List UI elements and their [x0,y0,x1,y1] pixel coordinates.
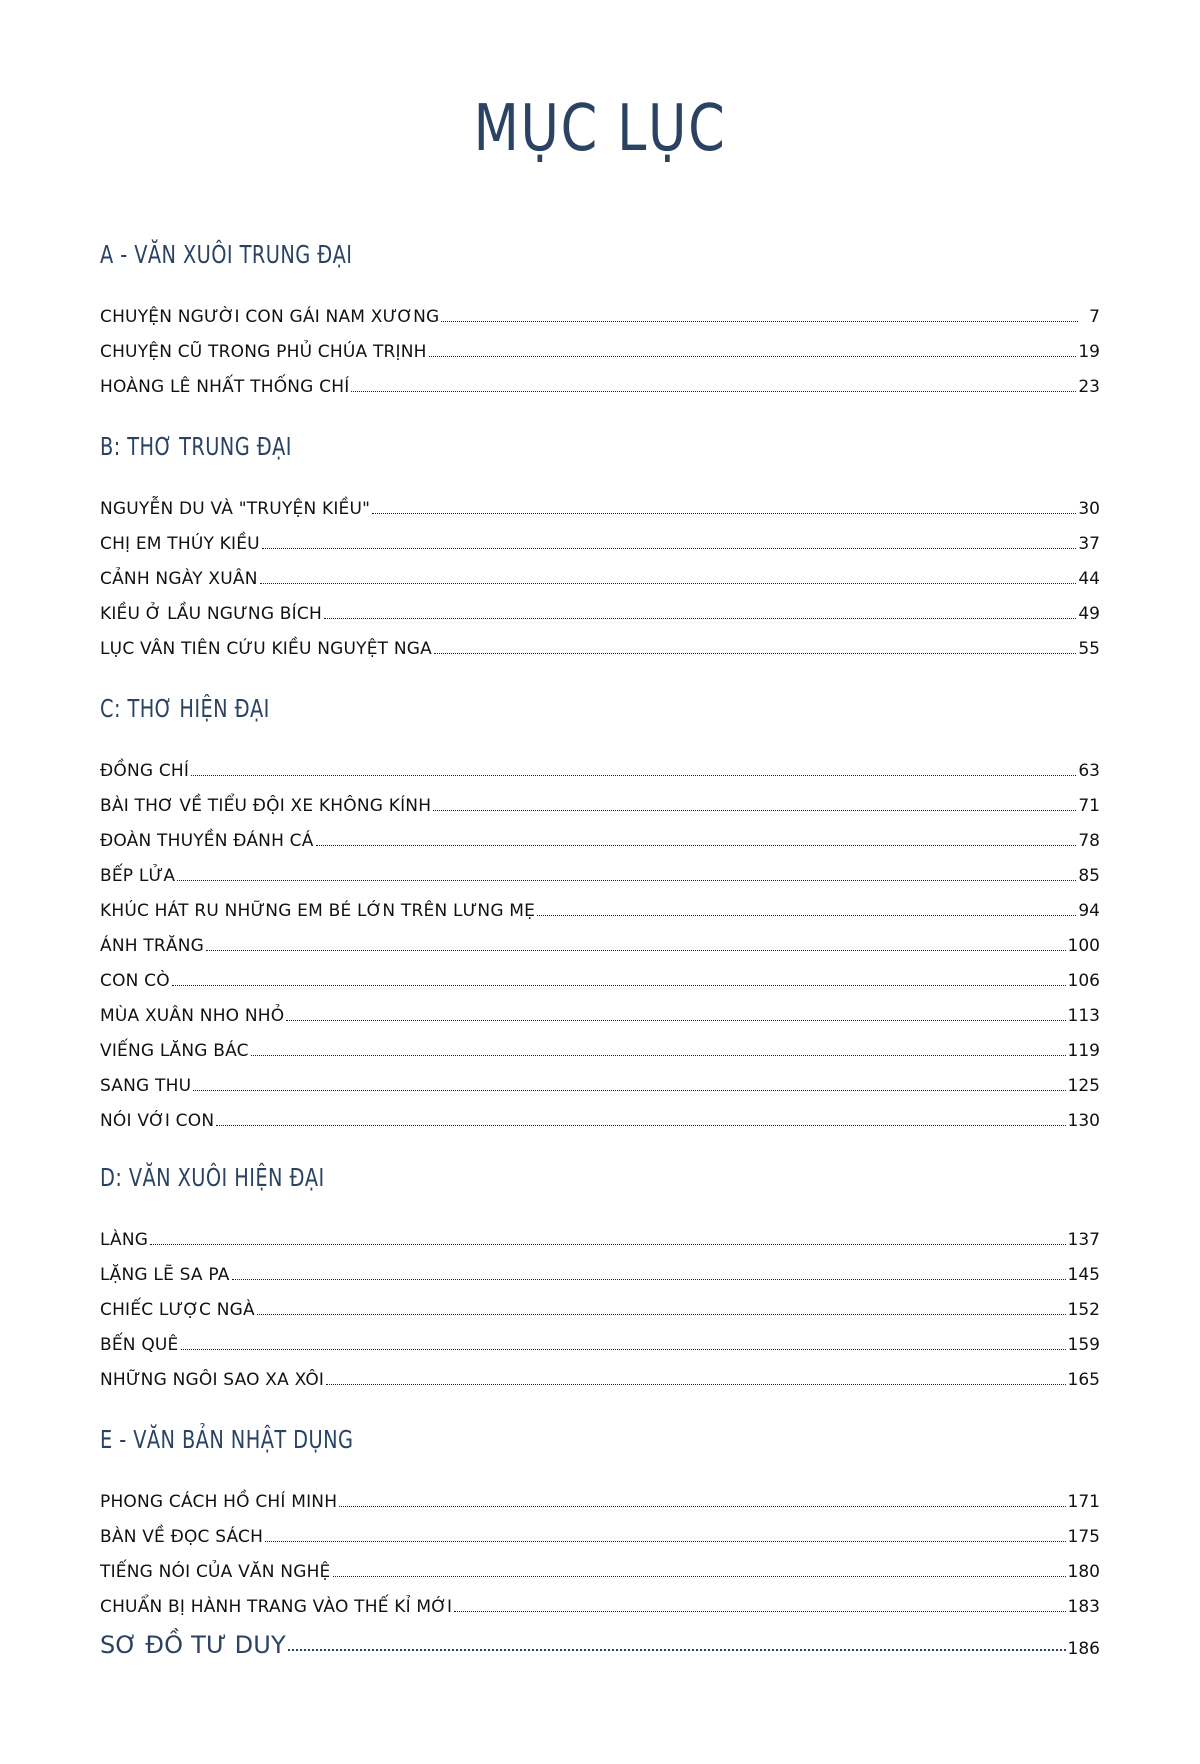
section-e [100,1425,1100,1659]
entry-label: NHỮNG NGÔI SAO XA XÔI [100,1370,325,1390]
entry-page: 165 [1067,1370,1100,1390]
dot-leader [288,1648,1066,1651]
entry-label: BÀN VỀ ĐỌC SÁCH [100,1527,264,1547]
entry-label: CẢNH NGÀY XUÂN [100,569,258,589]
dot-leader [333,1575,1066,1577]
toc-entry[interactable] [100,624,1100,659]
entry-label: LỤC VÂN TIÊN CỨU KIỀU NGUYỆT NGA [100,639,432,659]
entry-page: 19 [1078,342,1100,362]
toc-entry[interactable] [100,554,1100,589]
entry-page: 183 [1067,1597,1100,1617]
section-a [100,240,1100,397]
section-c [100,694,1100,1131]
dot-leader [326,1383,1065,1385]
dot-leader [351,390,1076,392]
entry-page: 49 [1078,604,1100,624]
entry-page: 85 [1078,866,1100,886]
entry-label: CHUYỆN NGƯỜI CON GÁI NAM XƯƠNG [100,307,440,327]
dot-leader [454,1610,1065,1612]
entry-label: CHỊ EM THÚY KIỀU [100,534,260,554]
entry-page: 44 [1078,569,1100,589]
dot-leader [216,1124,1065,1126]
entry-label: ÁNH TRĂNG [100,936,205,956]
toc-entry[interactable] [100,1320,1100,1355]
dot-leader [265,1540,1065,1542]
entry-label: KHÚC HÁT RU NHỮNG EM BÉ LỚN TRÊN LƯNG MẸ [100,901,536,921]
toc-entry[interactable] [100,1512,1100,1547]
toc-entry[interactable] [100,1215,1100,1250]
section-heading: E - VĂN BẢN NHẬT DỤNG [100,1425,354,1454]
dot-leader [172,984,1066,986]
dot-leader [324,617,1076,619]
dot-leader [429,355,1077,357]
toc-entry[interactable] [100,781,1100,816]
section-heading: A - VĂN XUÔI TRUNG ĐẠI [100,240,353,269]
entry-page: 7 [1089,307,1100,327]
toc-entry[interactable] [100,746,1100,781]
entry-label: LẶNG LẼ SA PA [100,1265,230,1285]
dot-leader [260,582,1077,584]
toc-entry[interactable] [100,1582,1100,1617]
toc-entry[interactable] [100,1477,1100,1512]
entry-page: 159 [1067,1335,1100,1355]
dot-leader [434,652,1076,654]
entry-label: KIỀU Ở LẦU NGƯNG BÍCH [100,604,322,624]
entry-label: VIẾNG LĂNG BÁC [100,1041,249,1061]
entry-page: 94 [1078,901,1100,921]
entry-label: HOÀNG LÊ NHẤT THỐNG CHÍ [100,377,350,397]
entry-label: MÙA XUÂN NHO NHỎ [100,1006,285,1026]
section-b [100,432,1100,659]
entry-page: 23 [1078,377,1100,397]
entry-page: 137 [1067,1230,1100,1250]
toc-entry[interactable] [100,921,1100,956]
toc-entry[interactable] [100,519,1100,554]
entry-label: LÀNG [100,1230,149,1250]
toc-entry[interactable] [100,484,1100,519]
dot-leader [251,1054,1066,1056]
dot-leader [441,320,1078,322]
entry-label: NGUYỄN DU VÀ "TRUYỆN KIỀU" [100,499,371,519]
toc-entry[interactable] [100,1547,1100,1582]
entry-label: CHUYỆN CŨ TRONG PHỦ CHÚA TRỊNH [100,342,427,362]
dot-leader [433,809,1076,811]
dot-leader [206,949,1065,951]
entry-page: 130 [1067,1111,1100,1131]
entry-page: 63 [1078,761,1100,781]
entry-page: 113 [1067,1006,1100,1026]
toc-entry[interactable] [100,1026,1100,1061]
entry-page: 71 [1078,796,1100,816]
entry-page: 37 [1078,534,1100,554]
entry-page: 175 [1067,1527,1100,1547]
entry-label: ĐOÀN THUYỀN ĐÁNH CÁ [100,831,314,851]
toc-entry[interactable] [100,362,1100,397]
toc-entry[interactable] [100,816,1100,851]
toc-entry[interactable] [100,956,1100,991]
entry-page: 145 [1067,1265,1100,1285]
toc-entry[interactable] [100,991,1100,1026]
dot-leader [232,1278,1066,1280]
entry-page: 78 [1078,831,1100,851]
entry-page: 119 [1067,1041,1100,1061]
dot-leader [262,547,1077,549]
toc-entry[interactable] [100,327,1100,362]
entry-label: BÀI THƠ VỀ TIỂU ĐỘI XE KHÔNG KÍNH [100,796,432,816]
dot-leader [339,1505,1065,1507]
dot-leader [191,774,1076,776]
dot-leader [193,1089,1065,1091]
dot-leader [286,1019,1065,1021]
toc-entry[interactable] [100,1355,1100,1390]
toc-entry[interactable] [100,886,1100,921]
entry-page: 152 [1067,1300,1100,1320]
entry-page: 30 [1078,499,1100,519]
entry-page: 180 [1067,1562,1100,1582]
dot-leader [177,879,1076,881]
entry-label: PHONG CÁCH HỒ CHÍ MINH [100,1492,338,1512]
entry-label: CHUẨN BỊ HÀNH TRANG VÀO THẾ KỈ MỚI [100,1597,453,1617]
entry-page: 171 [1067,1492,1100,1512]
toc-entry[interactable] [100,1250,1100,1285]
toc-entry[interactable] [100,1096,1100,1131]
entry-label: NÓI VỚI CON [100,1111,215,1131]
section-heading: D: VĂN XUÔI HIỆN ĐẠI [100,1163,325,1192]
dot-leader [181,1348,1066,1350]
toc-entry[interactable] [100,1285,1100,1320]
entry-label: BẾP LỬA [100,866,176,886]
dot-leader [537,914,1076,916]
page-title: MỤC LỤC [473,92,727,166]
entry-label: SƠ ĐỒ TƯ DUY [100,1631,286,1659]
toc-entry[interactable] [100,851,1100,886]
dot-leader [372,512,1076,514]
dot-leader [316,844,1077,846]
entry-label: BẾN QUÊ [100,1335,179,1355]
dot-leader [257,1313,1066,1315]
entry-label: CON CÒ [100,971,170,991]
entry-page: 106 [1067,971,1100,991]
entry-label: SANG THU [100,1076,192,1096]
toc-entry[interactable] [100,589,1100,624]
entry-page: 186 [1067,1639,1100,1659]
toc-entry[interactable] [100,1061,1100,1096]
section-d [100,1163,1100,1390]
entry-label: CHIẾC LƯỢC NGÀ [100,1300,255,1320]
entry-page: 125 [1067,1076,1100,1096]
section-heading: B: THƠ TRUNG ĐẠI [100,432,292,461]
entry-label: TIẾNG NÓI CỦA VĂN NGHỆ [100,1562,331,1582]
entry-label: ĐỒNG CHÍ [100,761,190,781]
toc-entry-final[interactable] [100,1617,1100,1659]
entry-page: 55 [1078,639,1100,659]
dot-leader [150,1243,1065,1245]
toc-entry[interactable] [100,292,1100,327]
section-heading: C: THƠ HIỆN ĐẠI [100,694,270,723]
entry-page: 100 [1067,936,1100,956]
